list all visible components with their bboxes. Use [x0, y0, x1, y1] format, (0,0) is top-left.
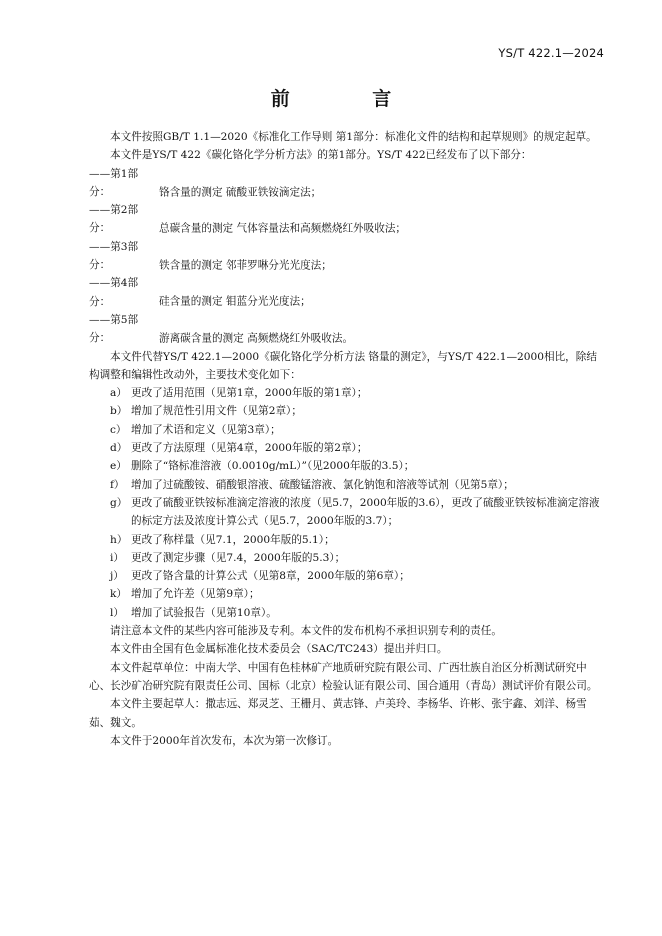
- paragraph-proposer: 本文件由全国有色金属标准化技术委员会（SAC/TC243）提出并归口。: [110, 643, 448, 656]
- list-item: [89, 457, 603, 475]
- foreword-body: [89, 128, 603, 750]
- paragraph-drafting-rules: 本文件按照GB/T 1.1—2020《标准化工作导则 第1部分：标准化文件的结构和起草规则》的规定起草。: [110, 131, 597, 143]
- item-mark: g）: [110, 496, 128, 509]
- list-item: [89, 384, 603, 402]
- paragraph-replacement: 本文件代替YS/T 422.1—2000《碳化铬化学分析方法 铬量的测定》，与YS/T 422.1—2000相比，除结构调整和编辑性改动外，主要技术变化如下：: [89, 350, 597, 381]
- item-mark: b）: [110, 405, 128, 418]
- part-text: 铁含量的测定 邻菲罗啉分光光度法；: [159, 259, 332, 272]
- paragraph-parts-intro: 本文件是YS/T 422《碳化铬化学分析方法》的第1部分。YS/T 422已经发布了以下部分：: [110, 149, 532, 162]
- list-item: [89, 421, 603, 439]
- page-title: 前 言: [270, 88, 430, 110]
- item-text: 更改了铬含量的计算公式（见第8章，2000年版的第6章）；: [131, 570, 410, 583]
- list-item: [89, 494, 603, 531]
- list-item: [89, 311, 603, 348]
- item-text: 更改了称样量（见7.1，2000年版的5.1）；: [131, 533, 335, 546]
- list-item: [89, 274, 603, 311]
- item-mark: i）: [110, 551, 124, 564]
- part-label: ——第5部分：: [89, 313, 139, 345]
- part-label: ——第4部分：: [89, 277, 139, 308]
- list-item: [89, 476, 603, 494]
- item-text: 增加了过硫酸铵、硝酸银溶液、硫酸锰溶液、氯化钠饱和溶液等试剂（见第5章）；: [131, 478, 514, 491]
- item-text: 删除了“铬标准溶液（0.0010g/mL）”（见2000年版的3.5）；: [131, 460, 415, 473]
- list-item: [89, 549, 603, 567]
- item-text: 更改了硫酸亚铁铵标准滴定溶液的浓度（见5.7，2000年版的3.6），更改了硫酸亚铁铵标准滴定溶液的标定方法及浓度计算公式（见5.7，2000年版的3.7）；: [131, 496, 600, 528]
- item-mark: j）: [110, 570, 124, 583]
- item-text: 更改了测定步骤（见7.4，2000年版的5.3）；: [131, 551, 346, 564]
- item-mark: e）: [110, 460, 127, 473]
- item-text: 增加了术语和定义（见第3章）；: [131, 423, 281, 436]
- item-text: 更改了适用范围（见第1章，2000年版的第1章）；: [131, 387, 368, 400]
- item-mark: a）: [110, 387, 127, 400]
- part-text: 游离碳含量的测定 高频燃烧红外吸收法。: [159, 332, 354, 345]
- paragraph-patent-notice: 请注意本文件的某些内容可能涉及专利。本文件的发布机构不承担识别专利的责任。: [110, 625, 502, 638]
- item-text: 增加了试验报告（见第10章）。: [131, 606, 277, 619]
- item-mark: l）: [110, 606, 124, 619]
- paragraph-drafters: 本文件主要起草人：撒志远、郑灵芝、王栅月、黄志锋、卢美玲、李杨华、许彬、张宇鑫、刘洋、杨雪茹、魏文。: [89, 698, 587, 729]
- paragraph-drafting-units: 本文件起草单位：中南大学、中国有色桂林矿产地质研究院有限公司、广西壮族自治区分析测试研究中心、长沙矿冶研究院有限责任公司、国标（北京）检验认证有限公司、国合通用（青岛）测试评价有限公司。: [89, 661, 598, 692]
- item-text: 增加了允许差（见第9章）；: [131, 588, 260, 601]
- part-text: 总碳含量的测定 气体容量法和高频燃烧红外吸收法；: [159, 222, 407, 235]
- list-item: [89, 567, 603, 585]
- list-item: [89, 238, 603, 275]
- part-text: 铬含量的测定 硫酸亚铁铵滴定法；: [159, 185, 322, 198]
- part-label: ——第3部分：: [89, 240, 139, 272]
- item-text: 增加了规范性引用文件（见第2章）；: [131, 405, 302, 418]
- document-code: YS/T 422.1—2024: [498, 46, 604, 60]
- item-text: 更改了方法原理（见第4章，2000年版的第2章）；: [131, 442, 368, 455]
- list-item: [89, 604, 603, 622]
- paragraph-history: 本文件于2000年首次发布，本次为第一次修订。: [110, 734, 339, 747]
- item-mark: k）: [110, 588, 128, 601]
- part-label: ——第1部分：: [89, 167, 139, 198]
- list-item: [89, 439, 603, 457]
- item-mark: f）: [110, 478, 125, 491]
- changes-list: [89, 384, 603, 622]
- list-item: [89, 585, 603, 603]
- item-mark: d）: [110, 442, 128, 455]
- item-mark: c）: [110, 423, 127, 436]
- list-item: [89, 165, 603, 202]
- list-item: [89, 201, 603, 238]
- part-label: ——第2部分：: [89, 204, 139, 235]
- item-mark: h）: [110, 533, 128, 546]
- list-item: [89, 402, 603, 420]
- list-item: [89, 531, 603, 549]
- part-text: 硅含量的测定 钼蓝分光光度法；: [159, 295, 311, 308]
- parts-list: [89, 165, 603, 348]
